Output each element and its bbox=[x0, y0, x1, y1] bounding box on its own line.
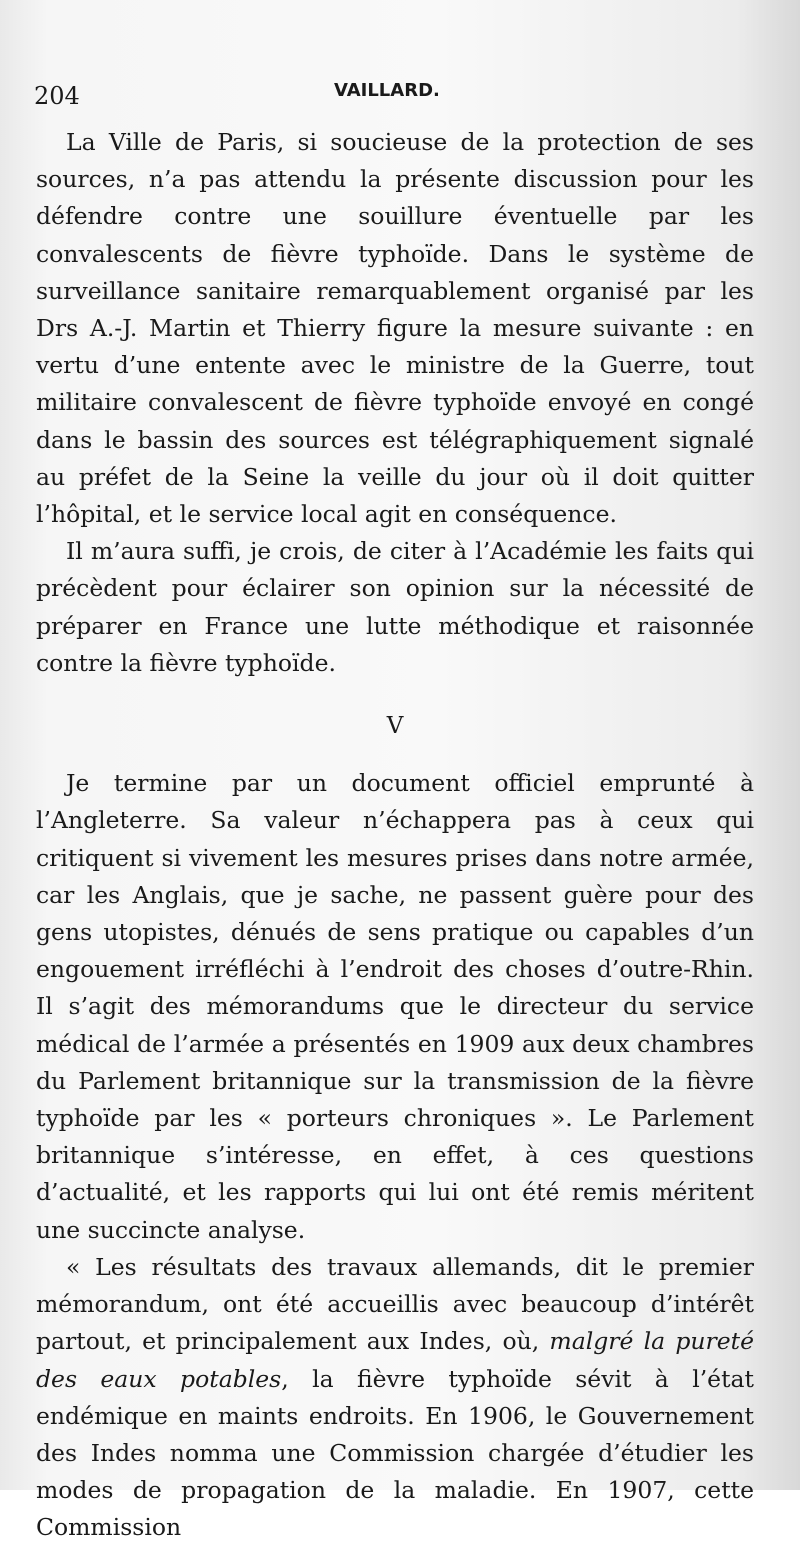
paragraph-academie: Il m’aura suffi, je crois, de citer à l’Académie les faits qui précèdent pour éclairer son opinion sur la nécessité de préparer en France une lutte méthodique et raisonnée contre la fièvre typhoïde. bbox=[36, 537, 754, 677]
page-header bbox=[34, 80, 754, 114]
running-head: VAILLARD. bbox=[334, 80, 440, 101]
section-heading: V bbox=[386, 713, 404, 740]
memorandum-text-start: « Les résultats des travaux allemands, dit le premier mémorandum, ont été accueillis avec beaucoup d’intérêt partout, et principalement aux Indes, où, bbox=[36, 1252, 754, 1356]
memorandum-text-end: , la fièvre typhoïde sévit à l’état endémique en maints endroits. En 1906, le Gouvernement des Indes nomma une Commission chargée d’étudier les modes de propagation de la maladie. En 1907, cette Commission bbox=[36, 1364, 754, 1542]
paragraph-angleterre: Je termine par un document officiel emprunté à l’Angleterre. Sa valeur n’échappera pas à ceux qui critiquent si vivement les mesures prises dans notre armée, car les Anglais, que je sache, ne passent guère pour des gens utopistes, dénués de sens pratique ou capables d’un engouement irréfléchi à l’endroit des choses d’outre-Rhin. Il s’agit des mémorandums que le directeur du service médical de l’armée a présentés en 1909 aux deux chambres du Parlement britannique sur la transmission de la fièvre typhoïde par les « porteurs chroniques ». Le Parlement britannique s’intéresse, en effet, à ces questions d’actualité, et les rapports qui lui ont été remis méritent une succincte analyse. bbox=[36, 769, 754, 1244]
page-number: 204 bbox=[34, 82, 80, 110]
paragraph-memorandum bbox=[36, 1249, 754, 1547]
memorandum-italic-phrase: malgré la pureté des eaux potables bbox=[36, 1327, 755, 1393]
body-text bbox=[36, 124, 754, 1547]
paragraph-paris-sources: La Ville de Paris, si soucieuse de la protection de ses sources, n’a pas attendu la présente discussion pour les défendre contre une souillure éventuelle par les convalescents de fièvre typhoïde. Dans le système de surveillance sanitaire remarquablement organisé par les Drs A.-J. Martin et Thierry figure la mesure suivante : en vertu d’une entente avec le ministre de la Guerre, tout militaire convalescent de fièvre typhoïde envoyé en congé dans le bassin des sources est télégraphiquement signalé au préfet de la Seine la veille du jour où il doit quitter l’hôpital, et le service local agit en conséquence. bbox=[36, 128, 754, 529]
